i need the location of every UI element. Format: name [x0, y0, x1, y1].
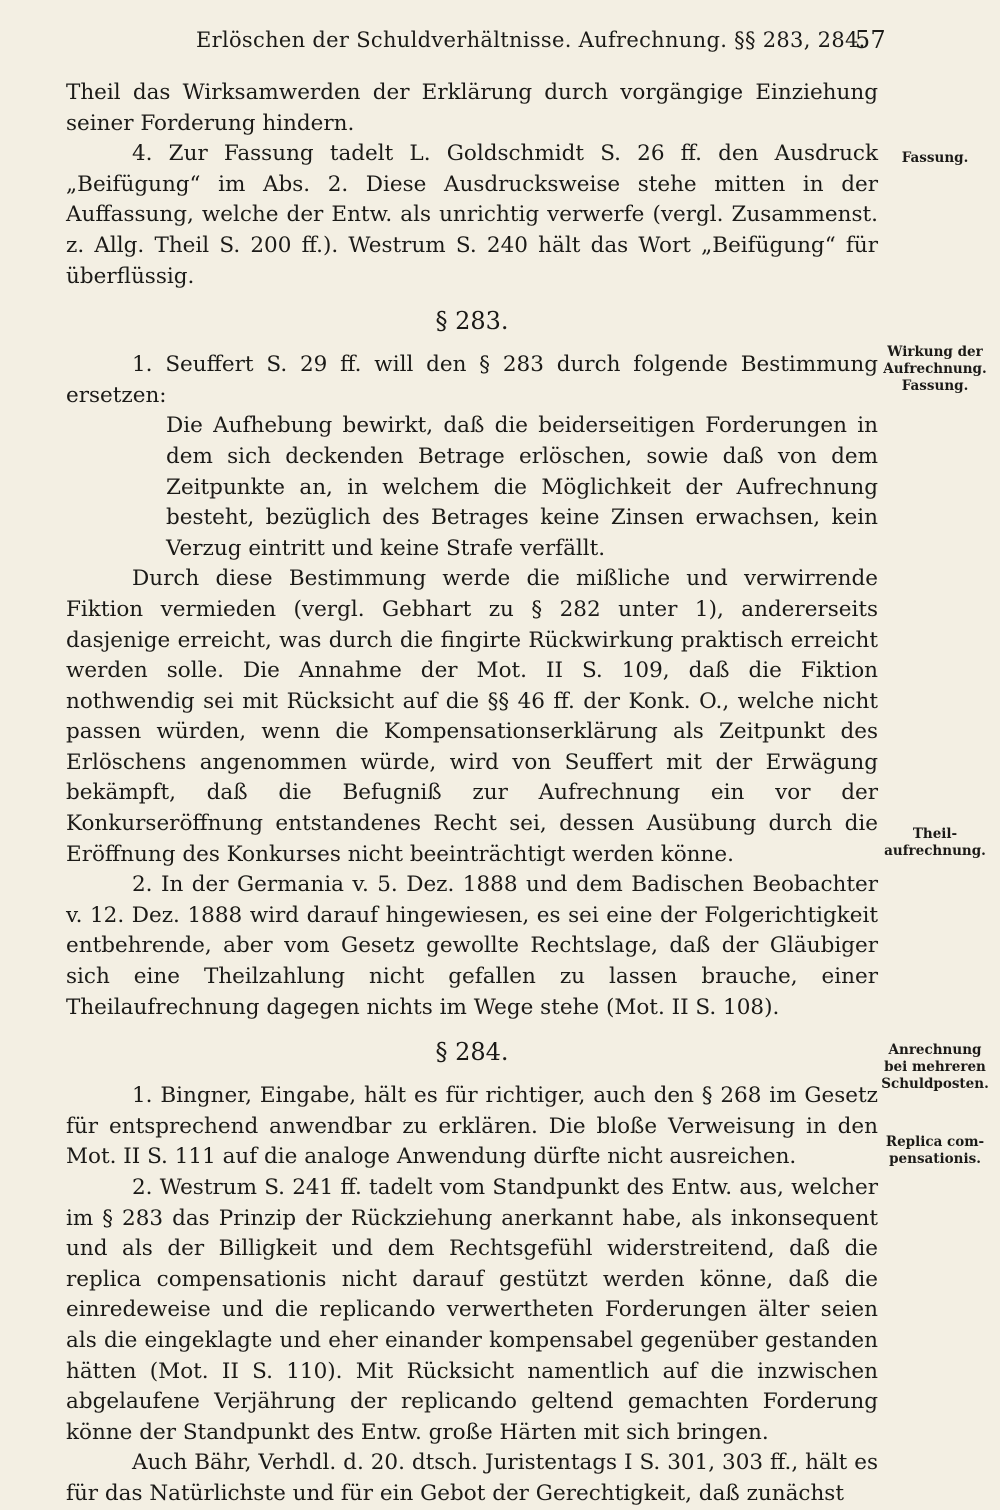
- section-heading-284: § 284.: [435, 1038, 509, 1067]
- quoted-provision: Die Aufhebung bewirkt, daß die beiderseitigen Forderungen in dem sich deckenden Betrage erlöschen, sowie daß von dem Zeitpunkte an, in welchem die Möglichkeit der Aufrechnung besteht, bezüglich des Betrages keine Zinsen erwachsen, kein Verzug eintritt und keine Strafe verfällt.: [166, 413, 878, 561]
- paragraph-bingner: 1. Bingner, Eingabe, hält es für richtiger, auch den § 268 im Gesetz für entsprechend anwendbar zu erklären. Die bloße Verweisung in den Mot. II S. 111 auf die analoge Anwendung dürfte nicht ausreichen.: [66, 1083, 878, 1170]
- margin-note-line: Fassung.: [901, 378, 969, 394]
- margin-note-line: Wirkung der: [887, 344, 983, 360]
- paragraph-continuation: Theil das Wirksamwerden der Erklärung durch vorgängige Einziehung seiner Forderung hindern.: [66, 80, 878, 136]
- section-heading-283: § 283.: [435, 307, 509, 336]
- margin-note-anrechnung: [880, 1042, 990, 1093]
- paragraph-germania: 2. In der Germania v. 5. Dez. 1888 und dem Badischen Beobachter v. 12. Dez. 1888 wird darauf hingewiesen, es sei eine der Folgerichtigkeit entbehrende, aber vom Gesetz gewollte Rechtslage, daß der Gläubiger sich eine Theilzahlung nicht gefallen zu lassen brauche, einer Theilaufrechnung dagegen nichts im Wege stehe (Mot. II S. 108).: [66, 872, 878, 1020]
- margin-note-line: Fassung.: [901, 150, 969, 166]
- margin-note-fassung: [880, 150, 990, 167]
- page-number: 57: [854, 26, 886, 54]
- main-text: [66, 78, 878, 1510]
- margin-note-line: Anrechnung: [888, 1042, 982, 1058]
- margin-note-line: Theil-: [912, 826, 958, 842]
- paragraph-fassung: 4. Zur Fassung tadelt L. Goldschmidt S. 26 ff. den Ausdruck „Beifügung“ im Abs. 2. Diese Ausdrucksweise stehe mitten in der Auffassung, welche der Entw. als unrichtig verwerfe (vergl. Zusammenst. z. Allg. Theil S. 200 ff.). Westrum S. 240 hält das Wort „Beifügung“ für überflüssig.: [66, 141, 878, 289]
- margin-note-replica: [880, 1134, 990, 1168]
- margin-note-line: Schuldposten.: [881, 1076, 989, 1092]
- paragraph-fiktion: Durch diese Bestimmung werde die mißliche und verwirrende Fiktion vermieden (vergl. Gebhart zu § 282 unter 1), andererseits dasjenige erreicht, was durch die fingirte Rückwirkung praktisch erreicht werden solle. Die Annahme der Mot. II S. 109, daß die Fiktion nothwendig sei mit Rücksicht auf die §§ 46 ff. der Konk. O., welche nicht passen würden, wenn die Kompensationserklärung als Zeitpunkt des Erlöschens angenommen würde, wird von Seuffert mit der Erwägung bekämpft, daß die Befugniß zur Aufrechnung ein vor der Konkurseröffnung entstandenes Recht sei, dessen Ausübung durch die Eröffnung des Konkurses nicht beeinträchtigt werden könne.: [66, 566, 878, 867]
- margin-note-theilaufrechnung: [880, 826, 990, 860]
- paragraph-westrum: 2. Westrum S. 241 ff. tadelt vom Standpunkt des Entw. aus, welcher im § 283 das Prinzip der Rückziehung anerkannt habe, als inkonsequent und als der Billigkeit und dem Rechtsgefühl widerstreitend, daß die replica compensationis nicht darauf gestützt werden könne, daß die einredeweise und die replicando verwertheten Forderungen älter seien als die eingeklagte und eher einander kompensabel gegenüber gestanden hätten (Mot. II S. 110). Mit Rücksicht namentlich auf die inzwischen abgelaufene Verjährung der replicando geltend gemachten Forderung könne der Standpunkt des Entw. große Härten mit sich bringen.: [66, 1175, 878, 1445]
- running-title: Erlöschen der Schuldverhältnisse. Aufrechnung. §§ 283, 284.: [196, 28, 866, 52]
- paragraph-baehr: Auch Bähr, Verhdl. d. 20. dtsch. Juristentags I S. 301, 303 ff., hält es für das Natürlichste und für ein Gebot der Gerechtigkeit, daß zunächst: [66, 1450, 878, 1506]
- margin-note-wirkung: [880, 344, 990, 395]
- margin-note-line: aufrechnung.: [884, 843, 986, 859]
- margin-note-line: bei mehreren: [884, 1059, 986, 1075]
- running-head: [66, 20, 886, 60]
- margin-notes: [880, 0, 990, 1480]
- paragraph-seuffert: 1. Seuffert S. 29 ff. will den § 283 durch folgende Bestimmung ersetzen:: [66, 352, 878, 408]
- margin-note-line: Aufrechnung.: [883, 361, 987, 377]
- margin-note-line: Replica com-: [885, 1134, 985, 1150]
- margin-note-line: pensationis.: [889, 1151, 981, 1167]
